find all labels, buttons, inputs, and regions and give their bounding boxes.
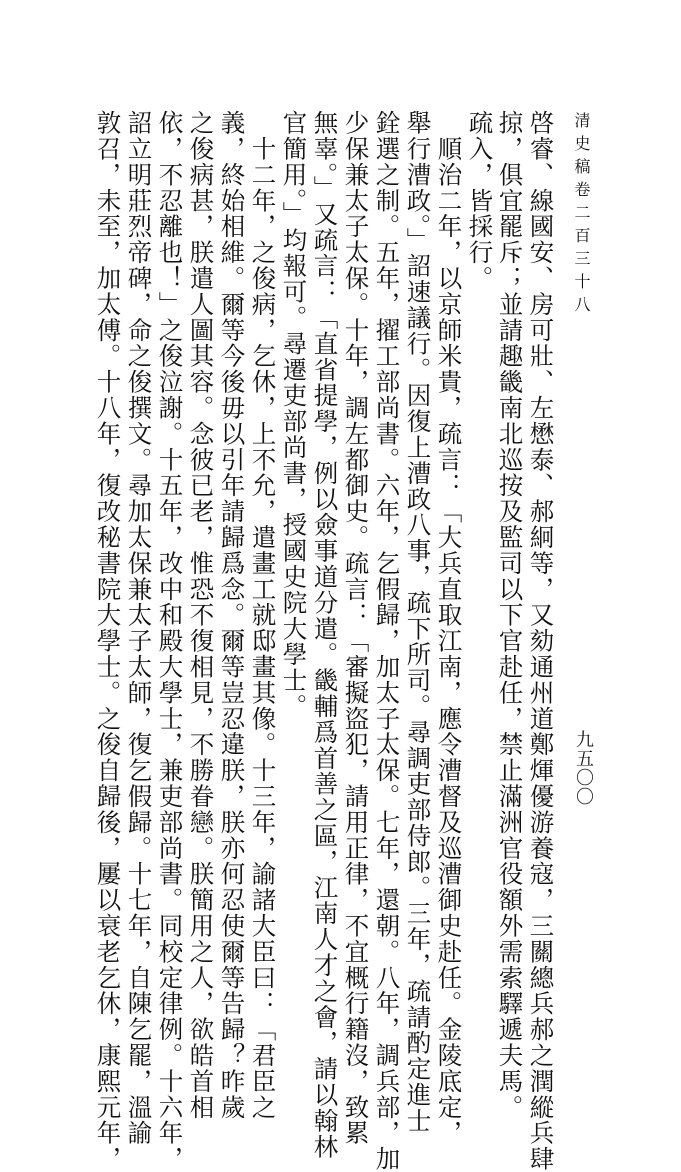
text-column-1: 啓睿、線國安、房可壯、左懋泰、郝絅等，又劾通州道鄭煇優游養寇，三關總兵郝之潤縱兵肆	[526, 110, 556, 1172]
text-column-10: 十二年，之俊病，乞休，上不允，遣畫工就邸畫其像。十三年，諭諸大臣曰：「君臣之	[248, 110, 278, 1121]
text-column-15: 敦召，未至，加太傅。十八年，復改秘書院大學士。之俊自歸後，屢以衰老乞休，康熙元年，	[93, 110, 123, 1172]
text-column-12: 之俊病甚，朕遣人圖其容。念彼已老，惟恐不復相見，不勝眷戀。朕簡用之人，欲皓首相	[186, 110, 216, 1121]
text-column-14: 詔立明莊烈帝碑，命之俊撰文。尋加太保兼太子太師，復乞假歸。十七年，自陳乞罷，溫諭	[124, 110, 154, 1146]
text-column-8: 無辜。」又疏言：「直省提學，例以僉事道分遣。畿輔爲首善之區，江南人才之會，請以翰林	[310, 110, 340, 1160]
text-column-2: 掠，俱宜罷斥；並請趣畿南北巡按及監司以下官赴任，禁止滿洲官役額外需索驛遞夫馬。	[495, 110, 525, 1121]
running-head: 清史稿卷二百三十八	[572, 112, 591, 319]
text-column-3: 疏入，皆採行。	[465, 110, 495, 292]
page-number: 九五〇〇	[573, 730, 594, 806]
text-column-6: 銓選之制。五年，擢工部尚書。六年，乞假歸，加太子太保。七年，還朝。八年，調兵部，加	[372, 110, 402, 1172]
text-column-5: 舉行漕政。」詔速議行。因復上漕政八事，疏下所司。尋調吏部侍郎。三年，疏請酌定進士	[403, 110, 433, 1134]
text-column-9: 官簡用。」均報可。尋遷吏部尚書，授國史院大學士。	[279, 110, 309, 720]
text-column-13: 依，不忍離也！」之俊泣謝。十五年，改中和殿大學士，兼吏部尚書。同校定律例。十六年，	[155, 110, 185, 1172]
text-column-4: 順治二年，以京師米貴，疏言：「大兵直取江南，應令漕督及巡漕御史赴任。金陵底定，	[434, 110, 464, 1146]
text-column-7: 少保兼太子太保。十年，調左都御史。疏言：「審擬盜犯，請用正律，不宜概行籍沒，致累	[341, 110, 371, 1146]
text-column-11: 義，終始相維。爾等今後毋以引年請歸爲念。爾等豈忍違朕，朕亦何忍使爾等告歸？昨歲	[217, 110, 247, 1121]
